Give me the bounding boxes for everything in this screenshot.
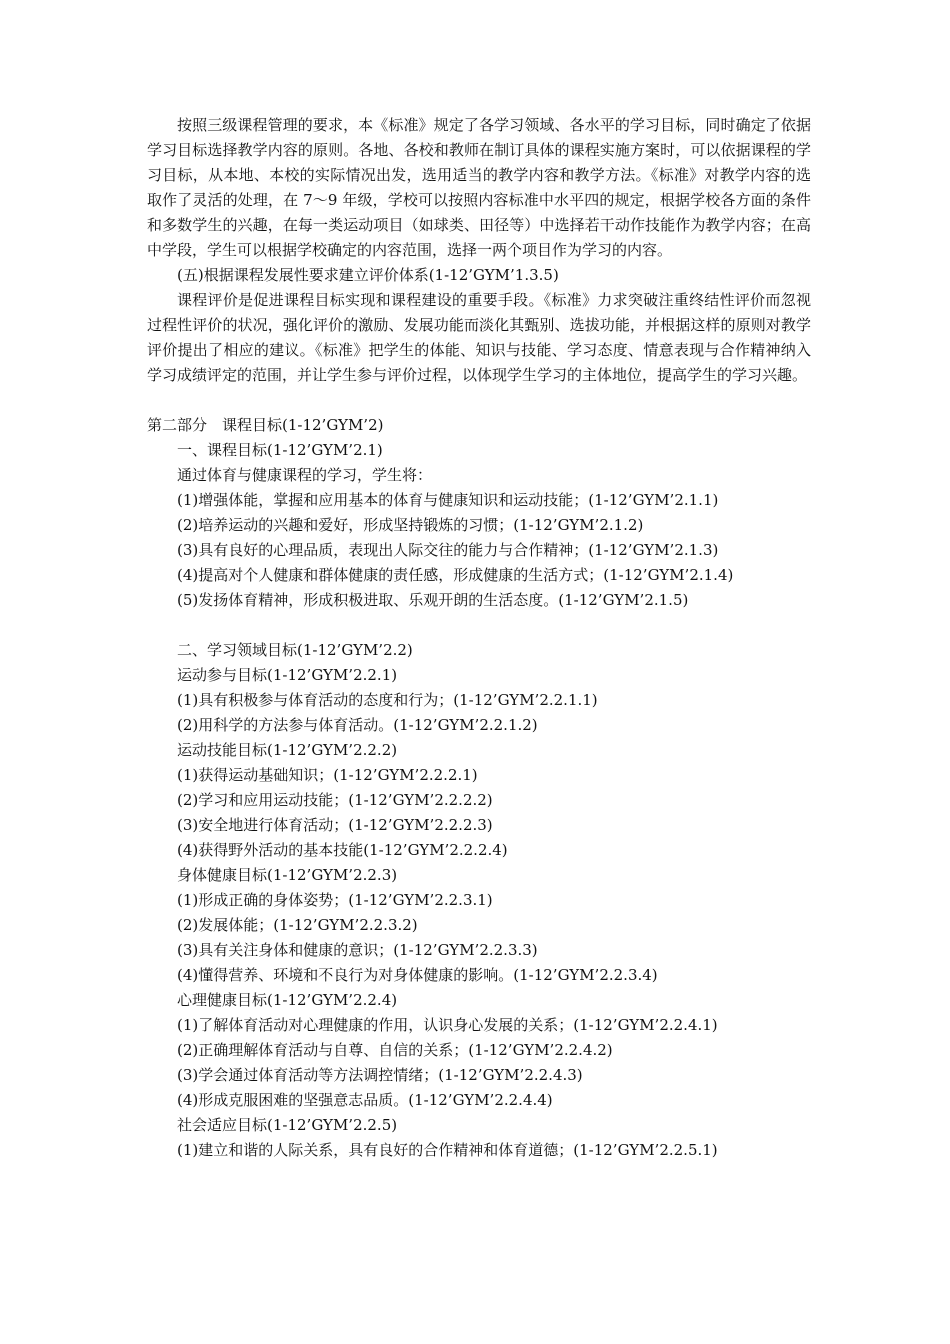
- section-1-lead: 通过体育与健康课程的学习，学生将：: [177, 466, 433, 484]
- group-item: (1)建立和谐的人际关系，具有良好的合作精神和体育道德；(1-12’GYM’2.2.5.1): [177, 1141, 718, 1159]
- group-item: (1)具有积极参与体育活动的态度和行为；(1-12’GYM’2.2.1.1): [177, 691, 598, 709]
- spacer: [147, 388, 811, 413]
- spacer: [147, 613, 811, 638]
- section-2-heading: 二、学习领域目标(1-12’GYM’2.2): [177, 641, 413, 659]
- goal-item: (5)发扬体育精神，形成积极进取、乐观开朗的生活态度。(1-12’GYM’2.1.5): [177, 591, 689, 609]
- group-title-physical-health: 身体健康目标(1-12’GYM’2.2.3): [177, 866, 398, 884]
- goal-item: (4)提高对个人健康和群体健康的责任感，形成健康的生活方式；(1-12’GYM’2.1.4): [177, 566, 734, 584]
- group-item: (1)了解体育活动对心理健康的作用，认识身心发展的关系；(1-12’GYM’2.2.4.1): [177, 1016, 718, 1034]
- group-item: (2)正确理解体育活动与自尊、自信的关系；(1-12’GYM’2.2.4.2): [177, 1041, 613, 1059]
- intro-paragraph-2: 课程评价是促进课程目标实现和课程建设的重要手段。《标准》力求突破注重终结性评价而忽视过程性评价的状况，强化评价的激励、发展功能而淡化其甄别、选拔功能，并根据这样的原则对教学评价提出了相应的建议。《标准》把学生的体能、知识与技能、学习态度、情意表现与合作精神纳入学习成绩评定的范围，并让学生参与评价过程，以体现学生学习的主体地位，提高学生的学习兴趣。: [147, 291, 811, 384]
- document-body: [147, 113, 811, 1163]
- goal-item: (2)培养运动的兴趣和爱好，形成坚持锻炼的习惯；(1-12’GYM’2.1.2): [177, 516, 644, 534]
- group-title-skills: 运动技能目标(1-12’GYM’2.2.2): [177, 741, 398, 759]
- group-item: (3)安全地进行体育活动；(1-12’GYM’2.2.2.3): [177, 816, 493, 834]
- group-item: (3)学会通过体育活动等方法调控情绪；(1-12’GYM’2.2.4.3): [177, 1066, 583, 1084]
- group-item: (2)学习和应用运动技能；(1-12’GYM’2.2.2.2): [177, 791, 493, 809]
- section-1-heading: 一、课程目标(1-12’GYM’2.1): [177, 441, 383, 459]
- group-item: (2)用科学的方法参与体育活动。(1-12’GYM’2.2.1.2): [177, 716, 538, 734]
- group-item: (3)具有关注身体和健康的意识；(1-12’GYM’2.2.3.3): [177, 941, 538, 959]
- group-item: (4)懂得营养、环境和不良行为对身体健康的影响。(1-12’GYM’2.2.3.4): [177, 966, 658, 984]
- group-title-social-adaptation: 社会适应目标(1-12’GYM’2.2.5): [177, 1116, 398, 1134]
- goal-item: (3)具有良好的心理品质，表现出人际交往的能力与合作精神；(1-12’GYM’2.1.3): [177, 541, 719, 559]
- group-item: (1)形成正确的身体姿势；(1-12’GYM’2.2.3.1): [177, 891, 493, 909]
- intro-paragraph-1: 按照三级课程管理的要求，本《标准》规定了各学习领域、各水平的学习目标，同时确定了依据学习目标选择教学内容的原则。各地、各校和教师在制订具体的课程实施方案时，可以依据课程的学习目标，从本地、本校的实际情况出发，选用适当的教学内容和教学方法。《标准》对教学内容的选取作了灵活的处理，在 7～9 年级，学校可以按照内容标准中水平四的规定，根据学校各方面的条件和多数学生的兴趣，在每一类运动项目（如球类、田径等）中选择若干动作技能作为教学内容；在高中学段，学生可以根据学校确定的内容范围，选择一两个项目作为学习的内容。: [147, 116, 811, 259]
- group-title-participation: 运动参与目标(1-12’GYM’2.2.1): [177, 666, 398, 684]
- group-item: (4)形成克服困难的坚强意志品质。(1-12’GYM’2.2.4.4): [177, 1091, 553, 1109]
- group-title-mental-health: 心理健康目标(1-12’GYM’2.2.4): [177, 991, 398, 1009]
- group-item: (2)发展体能；(1-12’GYM’2.2.3.2): [177, 916, 418, 934]
- section-heading-5: (五)根据课程发展性要求建立评价体系(1-12’GYM’1.3.5): [177, 266, 559, 284]
- part-title: 第二部分 课程目标(1-12’GYM’2): [147, 416, 384, 434]
- goal-item: (1)增强体能，掌握和应用基本的体育与健康知识和运动技能；(1-12’GYM’2.1.1): [177, 491, 719, 509]
- group-item: (4)获得野外活动的基本技能(1-12’GYM’2.2.2.4): [177, 841, 508, 859]
- group-item: (1)获得运动基础知识；(1-12’GYM’2.2.2.1): [177, 766, 478, 784]
